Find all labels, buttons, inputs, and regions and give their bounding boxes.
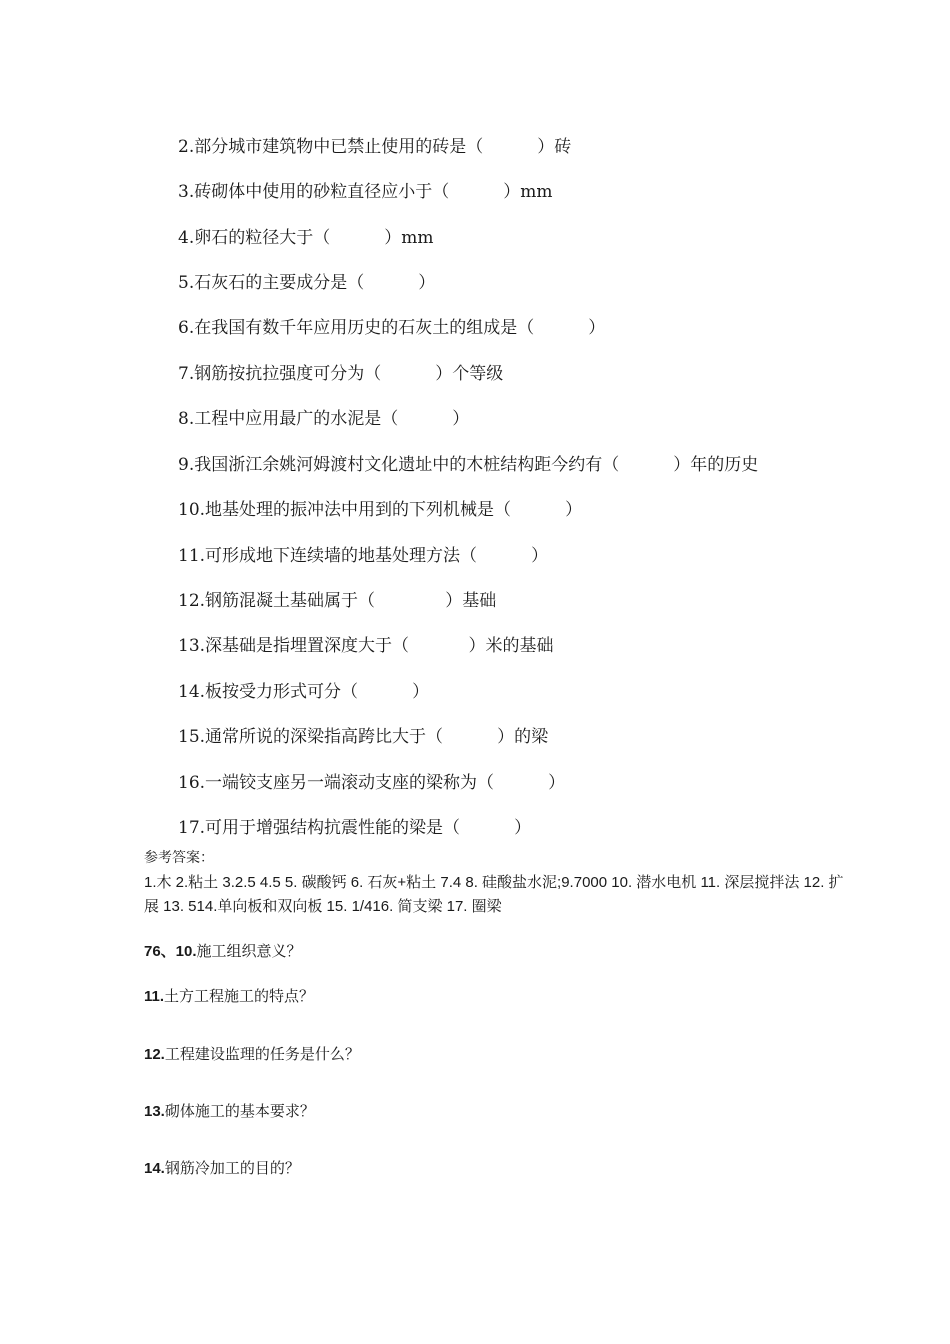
question-12: 12.钢筋混凝土基础属于（ ）基础 xyxy=(178,591,497,611)
short-question-number: 13. xyxy=(144,1103,165,1120)
short-question xyxy=(144,1101,315,1122)
question-5: 5.石灰石的主要成分是（ ） xyxy=(178,273,436,293)
short-question xyxy=(144,941,302,962)
short-question xyxy=(144,1158,300,1179)
short-question-number: 76、10. xyxy=(144,943,197,960)
short-question-text: 施工组织意义？ xyxy=(196,942,302,960)
short-question-text: 砌体施工的基本要求？ xyxy=(164,1102,315,1120)
question-4: 4.卵石的粒径大于（ ）mm xyxy=(178,228,434,248)
short-question-number: 14. xyxy=(144,1160,165,1177)
question-9: 9.我国浙江余姚河姆渡村文化遗址中的木桩结构距今约有（ ）年的历史 xyxy=(178,455,759,475)
short-question-text: 土方工程施工的特点？ xyxy=(164,987,315,1005)
short-question-number: 12. xyxy=(144,1046,165,1063)
question-15: 15.通常所说的深梁指高跨比大于（ ）的梁 xyxy=(178,727,549,747)
short-question-number: 11. xyxy=(144,988,165,1005)
question-16: 16.一端铰支座另一端滚动支座的梁称为（ ） xyxy=(178,773,566,793)
question-3: 3.砖砌体中使用的砂粒直径应小于（ ）mm xyxy=(178,182,553,202)
answers-text: 1.木 2.粘土 3.2.5 4.5 5. 碳酸钙 6. 石灰+粘土 7.4 8. 硅酸盐水泥;9.7000 10. 潜水电机 11. 深层搅拌法 12. 扩展 13. 514.单向板和双向板 15. 1/416. 简支梁 17. 圈梁 xyxy=(144,874,844,915)
question-11: 11.可形成地下连续墙的地基处理方法（ ） xyxy=(178,546,549,566)
short-question-text: 工程建设监理的任务是什么？ xyxy=(164,1045,360,1063)
short-question xyxy=(144,986,314,1007)
answers-title: 参考答案： xyxy=(144,850,214,866)
question-10: 10.地基处理的振冲法中用到的下列机械是（ ） xyxy=(178,500,583,520)
question-8: 8.工程中应用最广的水泥是（ ） xyxy=(178,409,470,429)
question-14: 14.板按受力形式可分（ ） xyxy=(178,682,430,702)
question-7: 7.钢筋按抗拉强度可分为（ ）个等级 xyxy=(178,364,504,384)
short-question xyxy=(144,1044,360,1065)
question-2: 2.部分城市建筑物中已禁止使用的砖是（ ）砖 xyxy=(178,137,572,157)
question-17: 17.可用于增强结构抗震性能的梁是（ ） xyxy=(178,818,532,838)
question-6: 6.在我国有数千年应用历史的石灰土的组成是（ ） xyxy=(178,318,606,338)
question-13: 13.深基础是指埋置深度大于（ ）米的基础 xyxy=(178,636,554,656)
short-question-text: 钢筋冷加工的目的？ xyxy=(164,1159,300,1177)
